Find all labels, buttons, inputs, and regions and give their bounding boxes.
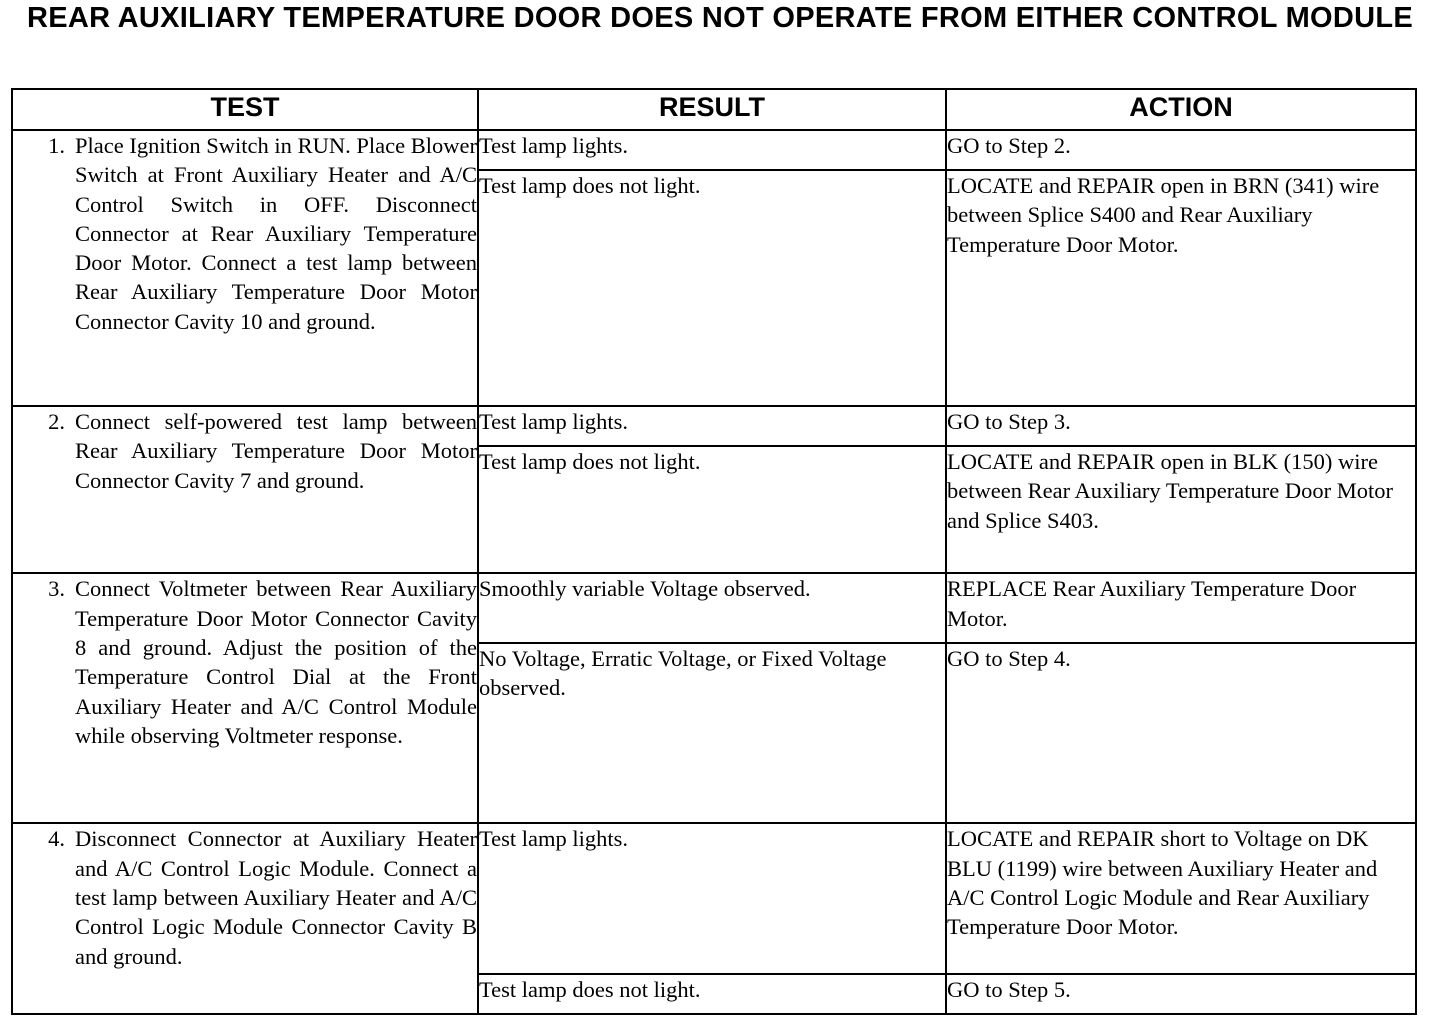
action-cell: GO to Step 2.: [946, 130, 1416, 170]
result-cell: Test lamp lights.: [478, 823, 946, 974]
result-cell: Smoothly variable Voltage observed.: [478, 573, 946, 642]
step-number: 1.: [48, 133, 65, 158]
result-cell: Test lamp does not light.: [478, 974, 946, 1014]
page-title: REAR AUXILIARY TEMPERATURE DOOR DOES NOT OPERATE FROM EITHER CONTROL MODULE: [26, 2, 1414, 34]
test-cell-step-4: [12, 823, 478, 1014]
action-cell: GO to Step 4.: [946, 643, 1416, 824]
test-instructions: Disconnect Connector at Auxiliary Heater and A/C Control Logic Module. Connect a test lamp between Auxiliary Heater and A/C Control Logic Module Connector Cavity B and ground.: [75, 826, 477, 969]
diagnostic-table: [11, 88, 1417, 1015]
test-instructions: Connect self-powered test lamp between Rear Auxiliary Temperature Door Motor Connector Cavity 7 and ground.: [75, 408, 477, 493]
table-row: [12, 130, 1416, 170]
step-number: 2.: [48, 408, 65, 434]
action-cell: LOCATE and REPAIR short to Voltage on DK BLU (1199) wire between Auxiliary Heater and A/C Control Logic Module and Rear Auxiliary Temperature Door Motor.: [946, 823, 1416, 974]
table-row: [12, 573, 1416, 642]
test-instructions: Place Ignition Switch in RUN. Place Blower Switch at Front Auxiliary Heater and A/C Control Switch in OFF. Disconnect Connector at Rear Auxiliary Temperature Door Motor. Connect a test lamp between Rear Auxiliary Temperature Door Motor Connector Cavity 10 and ground.: [75, 133, 477, 334]
action-cell: GO to Step 5.: [946, 974, 1416, 1014]
header-action: ACTION: [946, 89, 1416, 130]
test-cell-step-2: [12, 406, 478, 574]
result-cell: Test lamp does not light.: [478, 170, 946, 406]
result-cell: No Voltage, Erratic Voltage, or Fixed Voltage observed.: [478, 643, 946, 824]
table-row: [12, 823, 1416, 974]
action-cell: GO to Step 3.: [946, 406, 1416, 446]
action-cell: LOCATE and REPAIR open in BRN (341) wire between Splice S400 and Rear Auxiliary Temperature Door Motor.: [946, 170, 1416, 406]
result-cell: Test lamp lights.: [478, 130, 946, 170]
header-result: RESULT: [478, 89, 946, 130]
header-row: [12, 89, 1416, 130]
table-row: [12, 406, 1416, 446]
result-cell: Test lamp lights.: [478, 406, 946, 446]
result-cell: Test lamp does not light.: [478, 446, 946, 573]
action-cell: LOCATE and REPAIR open in BLK (150) wire between Rear Auxiliary Temperature Door Motor and Splice S403.: [946, 446, 1416, 573]
test-cell-step-1: [12, 130, 478, 406]
step-number: 3.: [48, 576, 65, 602]
header-test: TEST: [12, 89, 478, 130]
test-cell-step-3: [12, 573, 478, 823]
step-number: 4.: [48, 826, 65, 852]
action-cell: REPLACE Rear Auxiliary Temperature Door Motor.: [946, 573, 1416, 642]
test-instructions: Connect Voltmeter between Rear Auxiliary Temperature Door Motor Connector Cavity 8 and ground. Adjust the position of the Temperature Control Dial at the Front Auxiliary Heater and A/C Control Module while observing Voltmeter response.: [75, 576, 477, 748]
